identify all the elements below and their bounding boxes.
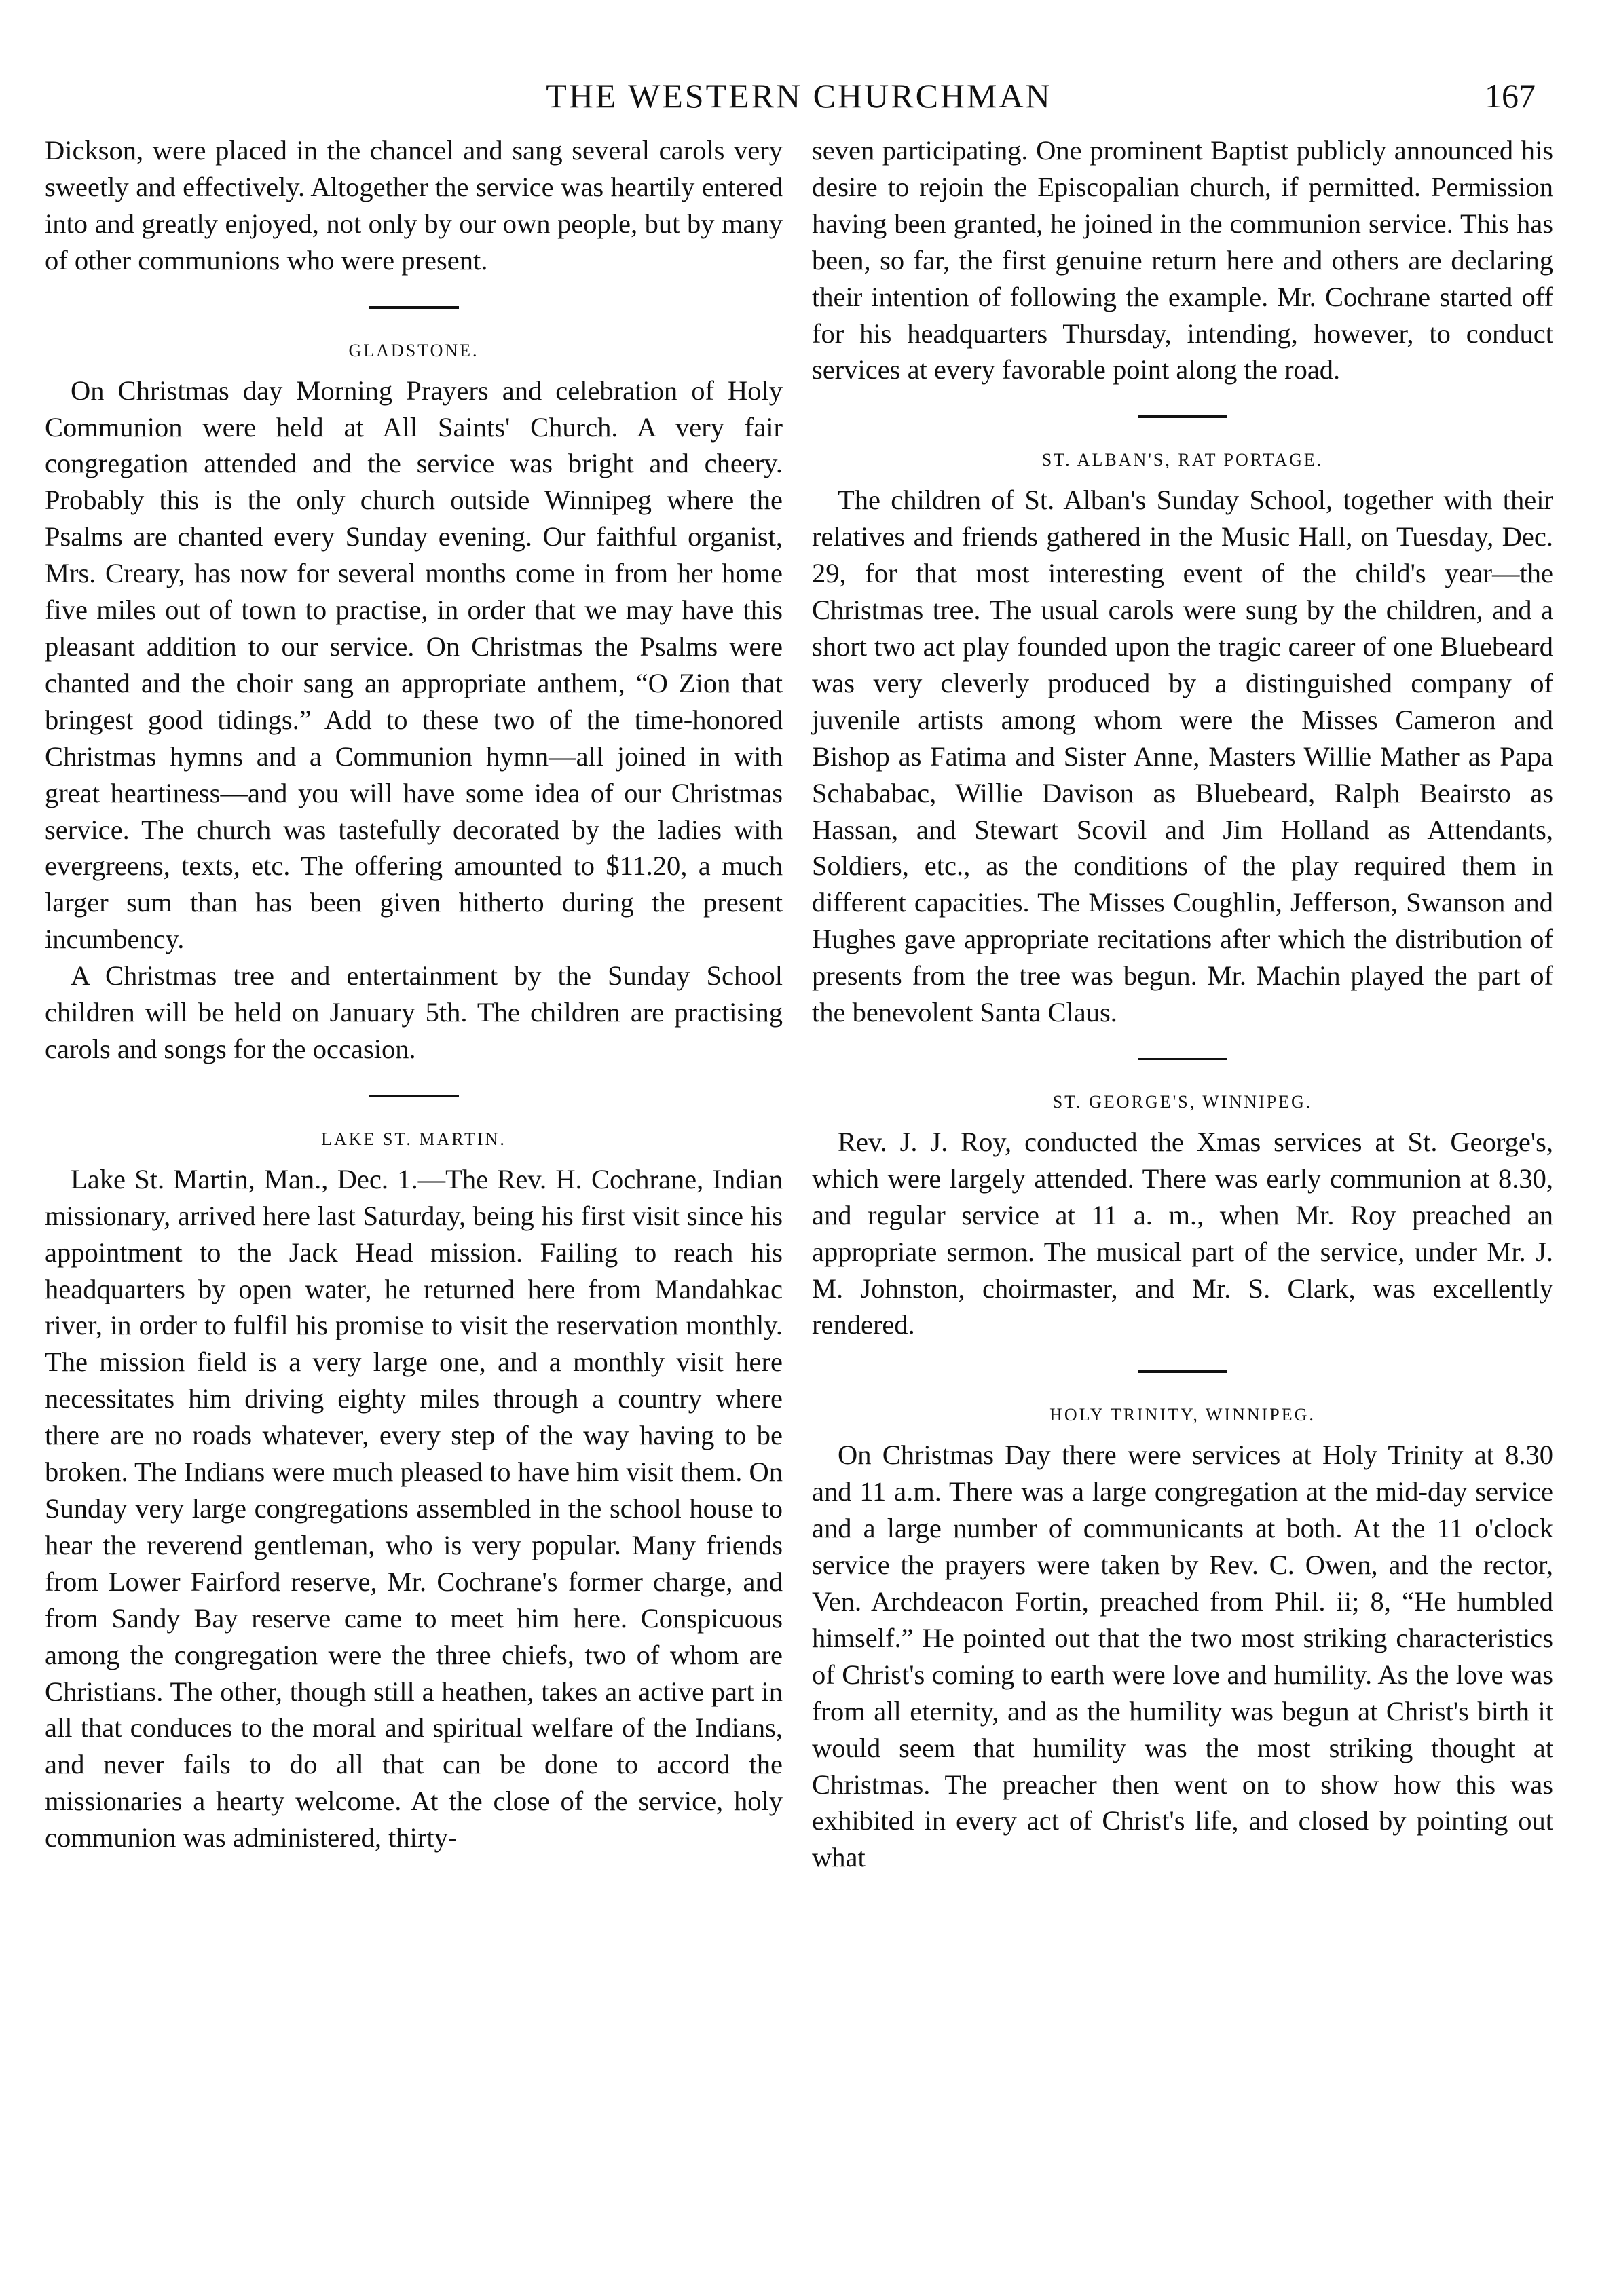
section-heading-gladstone: GLADSTONE. [348, 340, 479, 360]
continued-paragraph: seven participating. One prominent Baptist publicly announced his desire to rejoin the Episcopalian church, if permitted. Permission having been granted, he joined in the communion service. This has been, so far, the first genuine return here and others are declaring their intention of following the example. Mr. Cochrane started off for his headquarters Thursday, intending, however, to conduct services at every favorable point along the road. [812, 135, 1553, 385]
section-heading-st-albans: ST. ALBAN'S, RAT PORTAGE. [1041, 450, 1324, 470]
paragraph: A Christmas tree and entertainment by the Sunday School children will be held on January 5th. The children are practising carols and songs for the occasion. [45, 960, 783, 1064]
continued-paragraph: Dickson, were placed in the chancel and sang several carols very sweetly and effectively. Altogether the service was heartily entered into and greatly enjoyed, not only by our own people, but by many of other communions who were present. [45, 135, 783, 276]
section-divider [1138, 415, 1227, 418]
section-divider [369, 1095, 459, 1097]
paragraph: On Christmas day Morning Prayers and celebration of Holy Communion were held at All Saints' Church. A very fair congregation attended and the service was bright and cheery. Probably this is the only church outside Winnipeg where the Psalms are chanted every Sunday evening. Our faithful organist, Mrs. Creary, has now for several months come in from her home five miles out of town to practise, in order that we may have this pleasant addition to our service. On Christmas the Psalms were chanted and the choir sang an appropriate anthem, “O Zion that bringest good tidings.” Add to these two of the time-honored Christmas hymns and a Communion hymn—all joined in with great heartiness—and you will have some idea of our Christmas service. The church was tastefully decorated by the ladies with evergreens, texts, etc. The offering amounted to $11.20, a much larger sum than has been given hitherto during the present incumbency. [45, 375, 783, 955]
paragraph: Lake St. Martin, Man., Dec. 1.—The Rev. H. Cochrane, Indian missionary, arrived here last Saturday, being his first visit since his appointment to the Jack Head mission. Failing to reach his headquarters by open water, he returned here from Mandahkac river, in order to fulfil his promise to visit the reservation monthly. The mission field is a very large one, and a monthly visit here necessitates him driving eighty miles through a country where there are no roads whatever, every step of the way having to be broken. The Indians were much pleased to have him visit them. On Sunday very large congregations assembled in the school house to hear the reverend gentleman, who is very popular. Many friends from Lower Fairford reserve, Mr. Cochrane's former charge, and from Sandy Bay reserve came to meet him here. Conspicuous among the congregation were the three chiefs, two of whom are Christians. The other, though still a heathen, takes an active part in all that conduces to the moral and spiritual welfare of the Indians, and never fails to do all that can be done to accord the missionaries a hearty welcome. At the close of the service, holy communion was administered, thirty- [45, 1163, 783, 1853]
section-heading-holy-trinity: HOLY TRINITY, WINNIPEG. [1049, 1405, 1316, 1425]
section-heading-lake-st-martin: LAKE ST. MARTIN. [321, 1129, 506, 1149]
paragraph: On Christmas Day there were services at Holy Trinity at 8.30 and 11 a.m. There was a large congregation at the mid-day service and a large number of communicants at both. At the 11 o'clock service the prayers were taken by Rev. C. Owen, and the rector, Ven. Archdeacon Fortin, preached from Phil. ii; 8, “He humbled himself.” He pointed out that the two most striking characteristics of Christ's coming to earth were love and humility. As the love was from all eternity, and as the humility was begun at Christ's birth it would seem that humility was the most striking thought at Christmas. The preacher then went on to show how this was exhibited in every act of Christ's life, and closed by pointing out what [812, 1439, 1553, 1873]
page-number: 167 [1485, 77, 1536, 115]
section-divider [1138, 1058, 1227, 1060]
section-divider [1138, 1370, 1227, 1373]
paragraph: Rev. J. J. Roy, conducted the Xmas services at St. George's, which were largely attended. There was early communion at 8.30, and regular service at 11 a. m., when Mr. Roy preached an appropriate sermon. The musical part of the service, under Mr. J. M. Johnston, choirmaster, and Mr. S. Clark, was excellently rendered. [812, 1126, 1553, 1340]
section-heading-st-georges: ST. GEORGE'S, WINNIPEG. [1052, 1091, 1313, 1112]
right-column [812, 132, 1553, 1876]
page-header [0, 76, 1598, 137]
section-divider [369, 306, 459, 309]
paragraph: The children of St. Alban's Sunday School, together with their relatives and friends gathered in the Music Hall, on Tuesday, Dec. 29, for that most interesting event of the child's year—the Christmas tree. The usual carols were sung by the children, and a short two act play founded upon the tragic career of one Bluebeard was very cleverly produced by a distinguished company of juvenile artists among whom were the Misses Cameron and Bishop as Fatima and Sister Anne, Masters Willie Mather as Papa Schababac, Willie Davison as Bluebeard, Ralph Beairsto as Hassan, and Stewart Scovil and Jim Holland as Attendants, Soldiers, etc., as the conditions of the play required them in different capacities. The Misses Coughlin, Jefferson, Swanson and Hughes gave appropriate recitations after which the distribution of presents from the tree was begun. Mr. Machin played the part of the benevolent Santa Claus. [812, 485, 1553, 1028]
publication-title: THE WESTERN CHURCHMAN [546, 77, 1052, 115]
left-column [45, 132, 783, 1856]
